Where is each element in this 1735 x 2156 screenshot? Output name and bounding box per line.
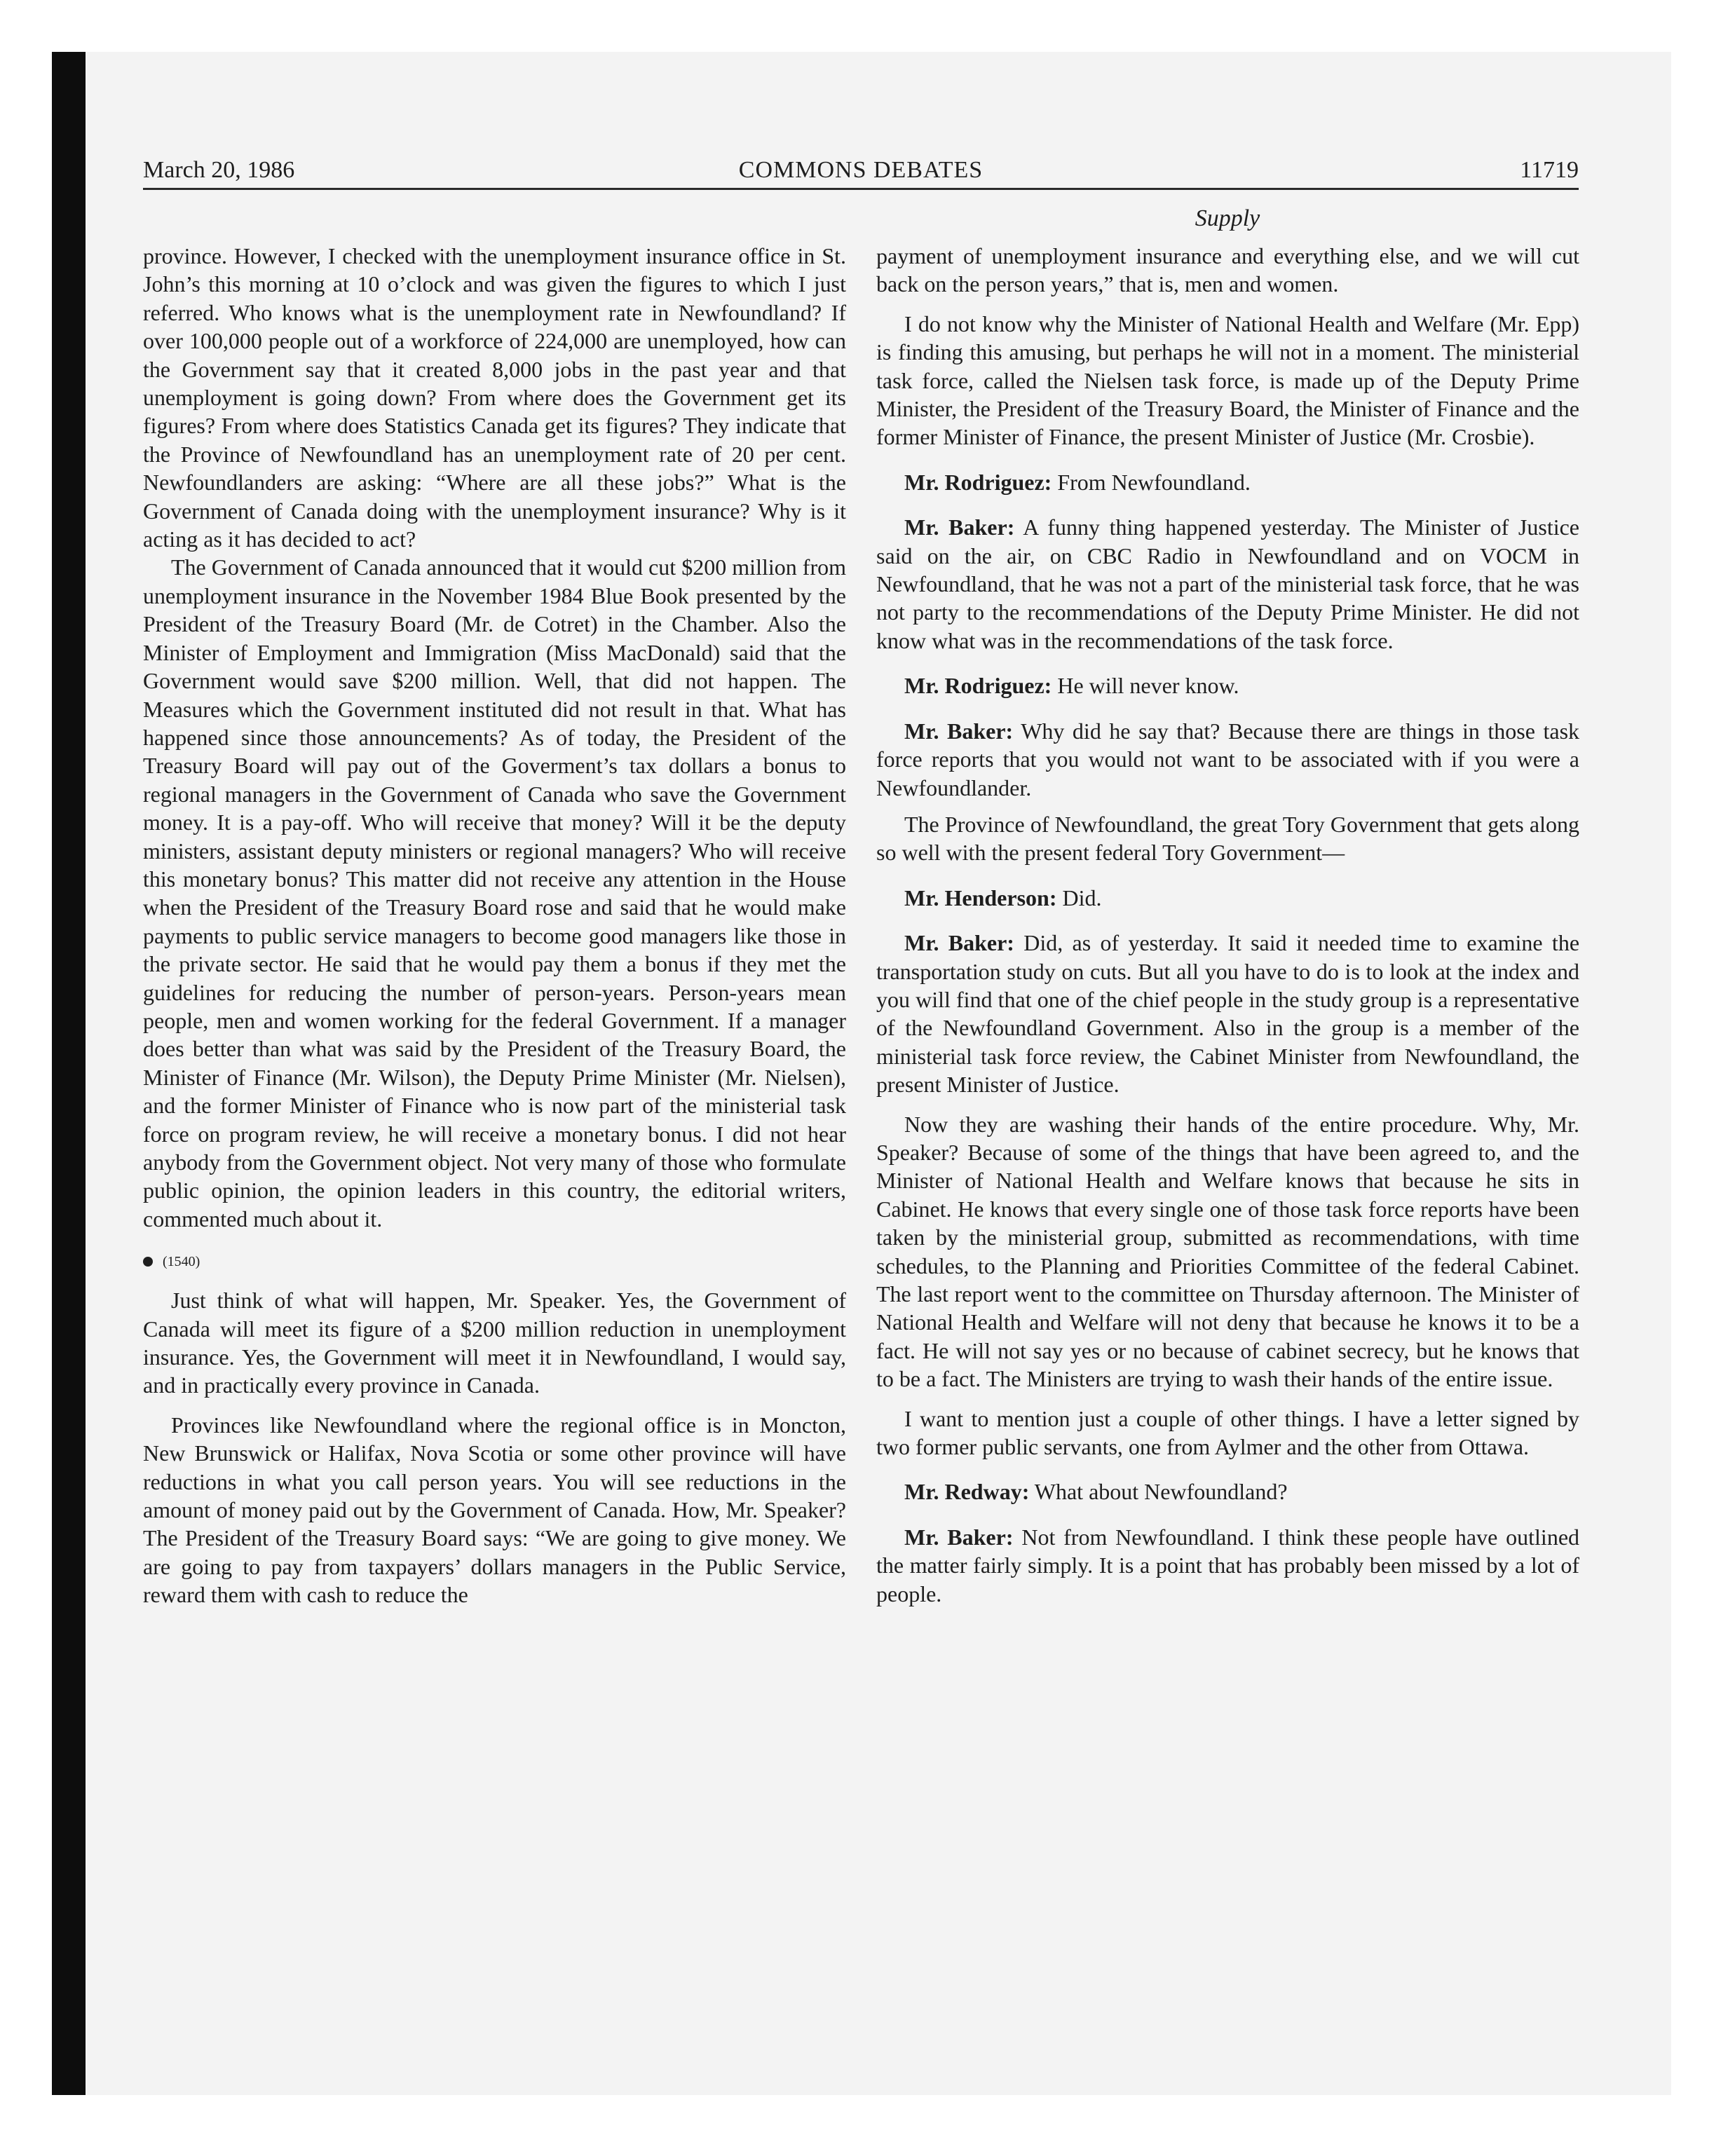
speech-entry (876, 717, 1579, 802)
speaker-name: Mr. Baker: (904, 930, 1014, 956)
paragraph: I want to mention just a couple of other things. I have a letter signed by two former public servants, one from Aylmer and the other from Ottawa. (876, 1405, 1579, 1460)
header-title: COMMONS DEBATES (738, 157, 984, 183)
time-marker-label: (1540) (163, 1254, 200, 1270)
speaker-name: Mr. Henderson: (904, 885, 1057, 910)
speech-text: Did, as of yesterday. It said it needed time to examine the transportation study on cuts. But all you have to do is to look at the index and you will find that one of the chief people in the study group is a representative of the Newfoundland Government. Also in the group is a member of the ministerial task force review, the Cabinet Minister from Newfoundland, the present Minister of Justice. (876, 930, 1580, 1098)
section-title: Supply (1195, 205, 1260, 231)
speaker-name: Mr. Baker: (904, 718, 1014, 744)
speech-entry (876, 468, 1579, 496)
paragraph: The Government of Canada announced that it would cut $200 million from unemployment insurance in the November 1984 Blue Book presented by the President of the Treasury Board (Mr. de Cotret) in the Chamber. Also the Minister of Employment and Immigration (Miss MacDonald) said that the Government would save $200 million. Well, that did not happen. The Measures which the Government instituted did not result in that. What has happened since those announcements? As of today, the President of the Treasury Board will pay out of the Goverment’s tax dollars a bonus to regional managers in the Government of Canada who save the Government money. It is a pay-off. Who will receive that money? Will it be the deputy ministers, assistant deputy ministers or regional managers? Who will receive this monetary bonus? This matter did not receive any attention in the House when the President of the Treasury Board rose and said that he would make payments to public service managers to become good managers like those in the private sector. He said that he would pay them a bonus if they met the guidelines for reducing the number of person-years. Person-years mean people, men and women working for the federal Government. If a manager does better than what was said by the President of the Treasury Board, the Minister of Finance (Mr. Wilson), the Deputy Prime Minister (Mr. Nielsen), and the former Minister of Finance who is now part of the ministerial task force on program review, he will receive a monetary bonus. I did not hear anybody from the Government object. Not very many of those who formulate public opinion, the opinion leaders in this country, the editorial writers, commented much about it. (143, 554, 846, 1231)
speaker-name: Mr. Redway: (904, 1479, 1030, 1505)
right-column (876, 242, 1579, 1608)
speaker-name: Mr. Rodriguez: (904, 469, 1052, 495)
speech-entry (876, 1523, 1579, 1608)
speech-entry (876, 929, 1579, 1098)
speech-text: He will never know. (1057, 673, 1239, 699)
speech-text: Why did he say that? Because there are things in those task force reports that you would not want to be associated with if you were a Newfoundlander. (876, 718, 1580, 800)
speech-entry (876, 1478, 1579, 1506)
page-number: 11719 (1520, 157, 1579, 183)
speech-text: Not from Newfoundland. I think these people have outlined the matter fairly simply. It is a point that has probably been missed by a lot of people. (876, 1524, 1580, 1606)
paragraph: province. However, I checked with the unemployment insurance office in St. John’s this morning at 10 o’clock and was given the figures to which I just referred. Who knows what is the unemployment rate in Newfoundland? If over 100,000 people out of a workforce of 224,000 are unemployed, how can the Government say that it created 8,000 jobs in the past year and that unemployment is going down? From where does the Government get its figures? From where does Statistics Canada get its figures? They indicate that the Province of Newfoundland has an unemployment rate of 20 per cent. Newfoundlanders are asking: “Where are all these jobs?” What is the Government of Canada doing with the unemployment insurance? Why is it acting as it has decided to act? (143, 243, 846, 552)
speech-text: From Newfoundland. (1057, 469, 1251, 495)
paragraph: The Province of Newfoundland, the great Tory Government that gets along so well with the present federal Tory Government— (876, 811, 1579, 866)
left-column (143, 242, 846, 1609)
speaker-name: Mr. Baker: (904, 514, 1015, 540)
time-marker (143, 1251, 846, 1272)
bullet-icon (143, 1257, 153, 1267)
speaker-name: Mr. Rodriguez: (904, 673, 1052, 699)
paragraph: Provinces like Newfoundland where the regional office is in Moncton, New Brunswick or Halifax, Nova Scotia or some other province will have reductions in what you call person years. You will see reductions in the amount of money paid out by the Government of Canada. How, Mr. Speaker? The President of the Treasury Board says: “We are going to give money. We are going to pay from taxpayers’ dollars managers in the Public Service, reward them with cash to reduce the (143, 1412, 846, 1608)
speech-text: What about Newfoundland? (1034, 1479, 1288, 1505)
speech-entry (876, 884, 1579, 912)
page-header (143, 153, 1579, 190)
speech-entry (876, 513, 1579, 655)
paragraph: payment of unemployment insurance and everything else, and we will cut back on the person years,” that is, men and women. (876, 243, 1579, 297)
speaker-name: Mr. Baker: (904, 1524, 1014, 1550)
header-date: March 20, 1986 (143, 157, 295, 183)
speech-entry (876, 671, 1579, 700)
speech-text: Did. (1062, 885, 1102, 910)
paragraph: Now they are washing their hands of the entire procedure. Why, Mr. Speaker? Because of some of the things that have been agreed to, and the Minister of National Health and Welfare knows that because he sits in Cabinet. He knows that every single one of those task force reports have been taken by the ministerial group, submitted as recommendations, with time schedules, to the Planning and Priorities Committee of the federal Cabinet. The last report went to the committee on Thursday afternoon. The Minister of National Health and Welfare will not deny that because he knows it to be a fact. He will not say yes or no because of cabinet secrecy, but he knows that to be a fact. The Ministers are trying to wash their hands of the entire issue. (876, 1111, 1579, 1392)
speech-text: A funny thing happened yesterday. The Minister of Justice said on the air, on CBC Radio in Newfoundland and on VOCM in Newfoundland, that he was not a part of the ministerial task force, that he was not party to the recommendations of the Deputy Prime Minister. He did not know what was in the recommendations of the task force. (876, 514, 1580, 653)
scan-edge-bar (52, 52, 86, 2095)
paragraph: Just think of what will happen, Mr. Speaker. Yes, the Government of Canada will meet its figure of a $200 million reduction in unemployment insurance. Yes, the Government will meet it in Newfoundland, I would say, and in practically every province in Canada. (143, 1288, 846, 1398)
paragraph: I do not know why the Minister of National Health and Welfare (Mr. Epp) is finding this amusing, but perhaps he will not in a moment. The ministerial task force, called the Nielsen task force, is made up of the Deputy Prime Minister, the President of the Treasury Board, the Minister of Finance and the former Minister of Finance, the present Minister of Justice (Mr. Crosbie). (876, 311, 1579, 450)
